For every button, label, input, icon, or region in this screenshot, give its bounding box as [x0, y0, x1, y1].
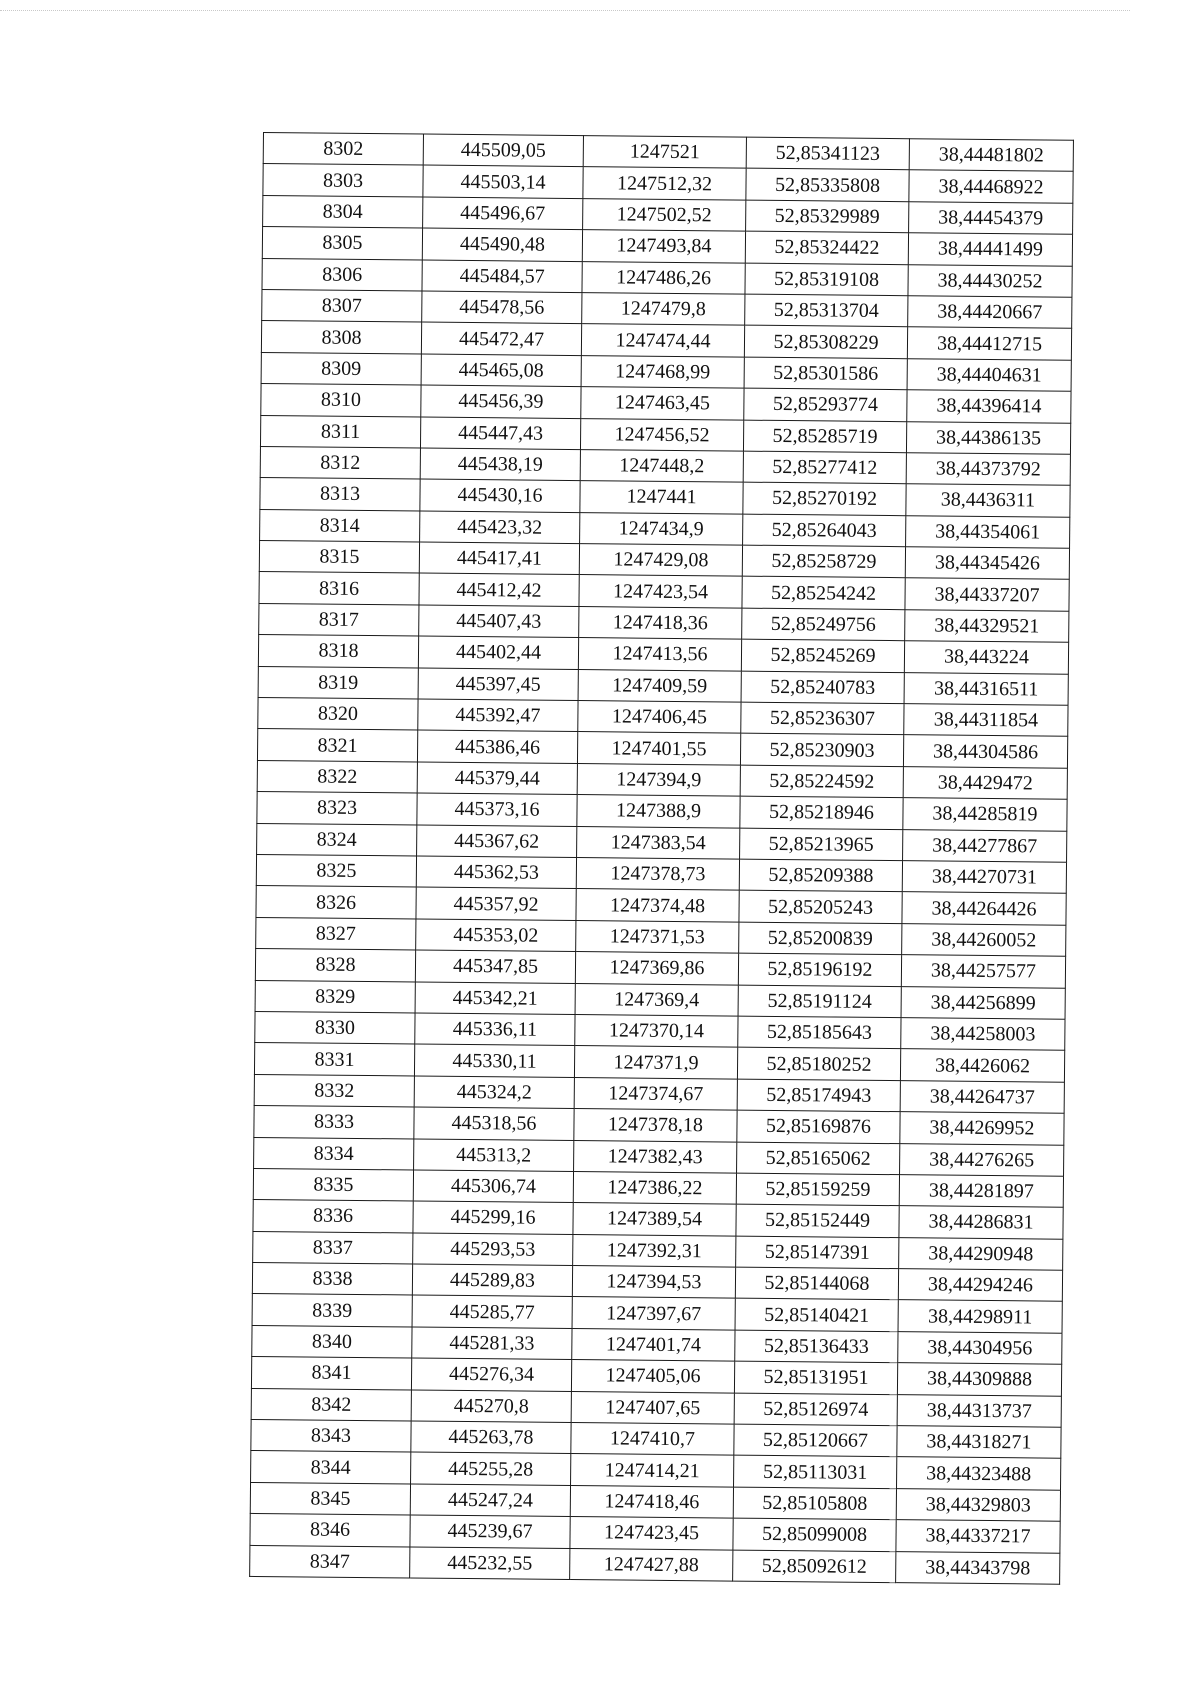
latitude-cell: 52,85293774: [744, 388, 907, 421]
y-coordinate-cell: 1247512,32: [583, 167, 746, 200]
point-number-cell: 8309: [261, 352, 421, 385]
x-coordinate-cell: 445438,19: [420, 448, 580, 481]
longitude-cell: 38,44304586: [903, 735, 1067, 768]
table-row: [250, 1545, 1060, 1584]
longitude-cell: 38,44468922: [909, 170, 1073, 203]
x-coordinate-cell: 445281,33: [412, 1327, 572, 1360]
point-number-cell: 8330: [255, 1011, 415, 1044]
point-number-cell: 8332: [254, 1074, 414, 1107]
x-coordinate-cell: 445417,41: [419, 542, 579, 575]
y-coordinate-cell: 1247386,22: [573, 1171, 736, 1204]
y-coordinate-cell: 1247468,99: [581, 355, 744, 388]
x-coordinate-cell: 445465,08: [421, 354, 581, 387]
x-coordinate-cell: 445407,43: [419, 605, 579, 638]
y-coordinate-cell: 1247441: [580, 481, 743, 514]
x-coordinate-cell: 445270,8: [411, 1390, 571, 1423]
point-number-cell: 8316: [259, 572, 419, 605]
longitude-cell: 38,44309888: [897, 1363, 1061, 1396]
longitude-cell: 38,44286831: [899, 1206, 1063, 1239]
latitude-cell: 52,85169876: [737, 1110, 900, 1143]
y-coordinate-cell: 1247486,26: [582, 261, 745, 294]
x-coordinate-cell: 445423,32: [420, 511, 580, 544]
latitude-cell: 52,85270192: [743, 482, 906, 515]
y-coordinate-cell: 1247410,7: [571, 1423, 734, 1456]
point-number-cell: 8335: [253, 1168, 413, 1201]
point-number-cell: 8319: [258, 666, 418, 699]
latitude-cell: 52,85324422: [745, 231, 908, 264]
longitude-cell: 38,44441499: [908, 233, 1072, 266]
point-number-cell: 8325: [256, 854, 416, 887]
latitude-cell: 52,85254242: [742, 577, 905, 610]
point-number-cell: 8347: [250, 1545, 410, 1578]
x-coordinate-cell: 445412,42: [419, 573, 579, 606]
longitude-cell: 38,44430252: [908, 264, 1072, 297]
latitude-cell: 52,85191124: [738, 985, 901, 1018]
point-number-cell: 8346: [250, 1514, 410, 1547]
point-number-cell: 8328: [255, 949, 415, 982]
point-number-cell: 8315: [259, 541, 419, 574]
x-coordinate-cell: 445496,67: [423, 197, 583, 230]
y-coordinate-cell: 1247369,4: [575, 983, 738, 1016]
latitude-cell: 52,85313704: [745, 294, 908, 327]
point-number-cell: 8310: [261, 384, 421, 417]
latitude-cell: 52,85105808: [733, 1487, 896, 1520]
longitude-cell: 38,44373792: [906, 453, 1070, 486]
x-coordinate-cell: 445386,46: [417, 730, 577, 763]
y-coordinate-cell: 1247388,9: [577, 795, 740, 828]
y-coordinate-cell: 1247448,2: [580, 449, 743, 482]
x-coordinate-cell: 445353,02: [416, 919, 576, 952]
longitude-cell: 38,44269952: [900, 1112, 1064, 1145]
x-coordinate-cell: 445347,85: [415, 950, 575, 983]
longitude-cell: 38,44323488: [897, 1457, 1061, 1490]
x-coordinate-cell: 445402,44: [418, 636, 578, 669]
longitude-cell: 38,4436311: [906, 484, 1070, 517]
longitude-cell: 38,44337217: [896, 1520, 1060, 1553]
point-number-cell: 8345: [250, 1482, 410, 1515]
x-coordinate-cell: 445289,83: [412, 1264, 572, 1297]
x-coordinate-cell: 445336,11: [415, 1013, 575, 1046]
latitude-cell: 52,85174943: [737, 1079, 900, 1112]
latitude-cell: 52,85301586: [744, 357, 907, 390]
point-number-cell: 8317: [259, 603, 419, 636]
y-coordinate-cell: 1247401,55: [577, 732, 740, 765]
x-coordinate-cell: 445379,44: [417, 762, 577, 795]
coordinates-table-body: [250, 133, 1074, 1585]
longitude-cell: 38,44258003: [901, 1018, 1065, 1051]
y-coordinate-cell: 1247456,52: [580, 418, 743, 451]
y-coordinate-cell: 1247383,54: [577, 826, 740, 859]
longitude-cell: 38,44396414: [907, 390, 1071, 423]
coordinates-table: [249, 132, 1074, 1585]
y-coordinate-cell: 1247409,59: [578, 669, 741, 702]
longitude-cell: 38,44313737: [897, 1394, 1061, 1427]
longitude-cell: 38,44329521: [905, 610, 1069, 643]
latitude-cell: 52,85209388: [739, 859, 902, 892]
latitude-cell: 52,85147391: [736, 1236, 899, 1269]
longitude-cell: 38,44345426: [905, 547, 1069, 580]
point-number-cell: 8336: [253, 1200, 413, 1233]
x-coordinate-cell: 445357,92: [416, 887, 576, 920]
longitude-cell: 38,44412715: [907, 327, 1071, 360]
y-coordinate-cell: 1247429,08: [579, 544, 742, 577]
scan-edge-line: [0, 10, 1130, 11]
point-number-cell: 8311: [260, 415, 420, 448]
longitude-cell: 38,44481802: [909, 139, 1073, 172]
x-coordinate-cell: 445255,28: [411, 1452, 571, 1485]
longitude-cell: 38,44260052: [902, 923, 1066, 956]
latitude-cell: 52,85099008: [733, 1518, 896, 1551]
x-coordinate-cell: 445484,57: [422, 260, 582, 293]
latitude-cell: 52,85341123: [746, 137, 909, 170]
point-number-cell: 8321: [257, 729, 417, 762]
x-coordinate-cell: 445397,45: [418, 668, 578, 701]
y-coordinate-cell: 1247418,46: [570, 1485, 733, 1518]
point-number-cell: 8302: [263, 133, 423, 166]
point-number-cell: 8322: [257, 760, 417, 793]
y-coordinate-cell: 1247394,9: [577, 763, 740, 796]
y-coordinate-cell: 1247382,43: [574, 1140, 737, 1173]
y-coordinate-cell: 1247414,21: [571, 1454, 734, 1487]
longitude-cell: 38,44294246: [898, 1269, 1062, 1302]
y-coordinate-cell: 1247389,54: [573, 1203, 736, 1236]
point-number-cell: 8320: [258, 698, 418, 731]
point-number-cell: 8343: [251, 1419, 411, 1452]
longitude-cell: 38,44264426: [902, 892, 1066, 925]
y-coordinate-cell: 1247374,48: [576, 889, 739, 922]
longitude-cell: 38,44264737: [900, 1080, 1064, 1113]
x-coordinate-cell: 445373,16: [417, 793, 577, 826]
point-number-cell: 8306: [262, 258, 422, 291]
y-coordinate-cell: 1247407,65: [571, 1391, 734, 1424]
x-coordinate-cell: 445472,47: [421, 322, 581, 355]
latitude-cell: 52,85329989: [746, 200, 909, 233]
y-coordinate-cell: 1247423,54: [579, 575, 742, 608]
latitude-cell: 52,85113031: [734, 1455, 897, 1488]
x-coordinate-cell: 445306,74: [413, 1170, 573, 1203]
point-number-cell: 8304: [263, 195, 423, 228]
latitude-cell: 52,85144068: [735, 1267, 898, 1300]
longitude-cell: 38,44257577: [901, 955, 1065, 988]
point-number-cell: 8318: [258, 635, 418, 668]
x-coordinate-cell: 445430,16: [420, 479, 580, 512]
x-coordinate-cell: 445293,53: [413, 1233, 573, 1266]
y-coordinate-cell: 1247401,74: [572, 1328, 735, 1361]
longitude-cell: 38,44386135: [906, 421, 1070, 454]
y-coordinate-cell: 1247374,67: [574, 1077, 737, 1110]
longitude-cell: 38,44277867: [903, 829, 1067, 862]
longitude-cell: 38,44354061: [906, 515, 1070, 548]
latitude-cell: 52,85245269: [741, 639, 904, 672]
longitude-cell: 38,44270731: [902, 861, 1066, 894]
point-number-cell: 8331: [254, 1043, 414, 1076]
y-coordinate-cell: 1247397,67: [572, 1297, 735, 1330]
latitude-cell: 52,85319108: [745, 263, 908, 296]
latitude-cell: 52,85159259: [736, 1173, 899, 1206]
longitude-cell: 38,44318271: [897, 1426, 1061, 1459]
point-number-cell: 8344: [251, 1451, 411, 1484]
y-coordinate-cell: 1247474,44: [581, 324, 744, 357]
longitude-cell: 38,443224: [904, 641, 1068, 674]
y-coordinate-cell: 1247394,53: [572, 1266, 735, 1299]
x-coordinate-cell: 445276,34: [411, 1358, 571, 1391]
y-coordinate-cell: 1247370,14: [575, 1014, 738, 1047]
x-coordinate-cell: 445342,21: [415, 982, 575, 1015]
point-number-cell: 8338: [252, 1263, 412, 1296]
latitude-cell: 52,85126974: [734, 1393, 897, 1426]
latitude-cell: 52,85185643: [738, 1016, 901, 1049]
latitude-cell: 52,85165062: [737, 1142, 900, 1175]
latitude-cell: 52,85308229: [744, 325, 907, 358]
point-number-cell: 8337: [253, 1231, 413, 1264]
latitude-cell: 52,85335808: [746, 169, 909, 202]
x-coordinate-cell: 445509,05: [423, 134, 583, 167]
latitude-cell: 52,85120667: [734, 1424, 897, 1457]
x-coordinate-cell: 445447,43: [420, 417, 580, 450]
coordinates-table-container: [249, 132, 1073, 1585]
latitude-cell: 52,85285719: [743, 420, 906, 453]
y-coordinate-cell: 1247463,45: [581, 387, 744, 420]
y-coordinate-cell: 1247418,36: [579, 606, 742, 639]
y-coordinate-cell: 1247423,45: [570, 1517, 733, 1550]
latitude-cell: 52,85131951: [734, 1361, 897, 1394]
latitude-cell: 52,85092612: [733, 1550, 896, 1583]
x-coordinate-cell: 445456,39: [421, 385, 581, 418]
latitude-cell: 52,85196192: [738, 953, 901, 986]
longitude-cell: 38,44404631: [907, 358, 1071, 391]
x-coordinate-cell: 445392,47: [418, 699, 578, 732]
point-number-cell: 8341: [251, 1357, 411, 1390]
x-coordinate-cell: 445330,11: [414, 1044, 574, 1077]
y-coordinate-cell: 1247493,84: [582, 230, 745, 263]
x-coordinate-cell: 445318,56: [414, 1107, 574, 1140]
y-coordinate-cell: 1247369,86: [575, 952, 738, 985]
longitude-cell: 38,44304956: [898, 1331, 1062, 1364]
point-number-cell: 8327: [256, 917, 416, 950]
latitude-cell: 52,85230903: [740, 734, 903, 767]
longitude-cell: 38,44454379: [909, 201, 1073, 234]
point-number-cell: 8329: [255, 980, 415, 1013]
y-coordinate-cell: 1247378,73: [576, 858, 739, 891]
point-number-cell: 8323: [257, 792, 417, 825]
latitude-cell: 52,85152449: [736, 1204, 899, 1237]
latitude-cell: 52,85277412: [743, 451, 906, 484]
point-number-cell: 8340: [252, 1325, 412, 1358]
x-coordinate-cell: 445239,67: [410, 1515, 570, 1548]
latitude-cell: 52,85200839: [739, 922, 902, 955]
latitude-cell: 52,85264043: [743, 514, 906, 547]
y-coordinate-cell: 1247479,8: [582, 293, 745, 326]
point-number-cell: 8307: [262, 289, 422, 322]
longitude-cell: 38,44276265: [900, 1143, 1064, 1176]
latitude-cell: 52,85180252: [737, 1047, 900, 1080]
y-coordinate-cell: 1247413,56: [578, 638, 741, 671]
x-coordinate-cell: 445232,55: [410, 1547, 570, 1580]
latitude-cell: 52,85218946: [740, 796, 903, 829]
longitude-cell: 38,44281897: [899, 1175, 1063, 1208]
latitude-cell: 52,85213965: [740, 828, 903, 861]
longitude-cell: 38,44420667: [908, 296, 1072, 329]
latitude-cell: 52,85224592: [740, 765, 903, 798]
x-coordinate-cell: 445478,56: [422, 291, 582, 324]
point-number-cell: 8339: [252, 1294, 412, 1327]
y-coordinate-cell: 1247521: [583, 136, 746, 169]
y-coordinate-cell: 1247427,88: [570, 1548, 733, 1581]
point-number-cell: 8333: [254, 1106, 414, 1139]
longitude-cell: 38,44290948: [899, 1237, 1063, 1270]
x-coordinate-cell: 445362,53: [416, 856, 576, 889]
x-coordinate-cell: 445313,2: [414, 1138, 574, 1171]
x-coordinate-cell: 445503,14: [423, 165, 583, 198]
longitude-cell: 38,44311854: [904, 704, 1068, 737]
y-coordinate-cell: 1247371,9: [574, 1046, 737, 1079]
y-coordinate-cell: 1247392,31: [573, 1234, 736, 1267]
point-number-cell: 8324: [257, 823, 417, 856]
y-coordinate-cell: 1247405,06: [571, 1360, 734, 1393]
latitude-cell: 52,85258729: [742, 545, 905, 578]
longitude-cell: 38,44256899: [901, 986, 1065, 1019]
y-coordinate-cell: 1247371,53: [576, 920, 739, 953]
longitude-cell: 38,44298911: [898, 1300, 1062, 1333]
y-coordinate-cell: 1247502,52: [583, 198, 746, 231]
longitude-cell: 38,44285819: [903, 798, 1067, 831]
x-coordinate-cell: 445299,16: [413, 1201, 573, 1234]
point-number-cell: 8334: [254, 1137, 414, 1170]
latitude-cell: 52,85205243: [739, 890, 902, 923]
latitude-cell: 52,85140421: [735, 1299, 898, 1332]
longitude-cell: 38,44337207: [905, 578, 1069, 611]
latitude-cell: 52,85236307: [741, 702, 904, 735]
longitude-cell: 38,44343798: [896, 1551, 1060, 1584]
x-coordinate-cell: 445247,24: [410, 1484, 570, 1517]
point-number-cell: 8308: [261, 321, 421, 354]
y-coordinate-cell: 1247434,9: [580, 512, 743, 545]
point-number-cell: 8314: [260, 509, 420, 542]
longitude-cell: 38,44329803: [896, 1488, 1060, 1521]
point-number-cell: 8313: [260, 478, 420, 511]
latitude-cell: 52,85240783: [741, 671, 904, 704]
x-coordinate-cell: 445490,48: [422, 228, 582, 261]
point-number-cell: 8342: [251, 1388, 411, 1421]
point-number-cell: 8326: [256, 886, 416, 919]
x-coordinate-cell: 445324,2: [414, 1076, 574, 1109]
point-number-cell: 8305: [262, 227, 422, 260]
longitude-cell: 38,44316511: [904, 672, 1068, 705]
latitude-cell: 52,85136433: [735, 1330, 898, 1363]
x-coordinate-cell: 445285,77: [412, 1295, 572, 1328]
y-coordinate-cell: 1247406,45: [578, 701, 741, 734]
longitude-cell: 38,4426062: [900, 1049, 1064, 1082]
x-coordinate-cell: 445367,62: [417, 825, 577, 858]
x-coordinate-cell: 445263,78: [411, 1421, 571, 1454]
latitude-cell: 52,85249756: [742, 608, 905, 641]
longitude-cell: 38,4429472: [903, 766, 1067, 799]
point-number-cell: 8303: [263, 164, 423, 197]
point-number-cell: 8312: [260, 446, 420, 479]
y-coordinate-cell: 1247378,18: [574, 1109, 737, 1142]
